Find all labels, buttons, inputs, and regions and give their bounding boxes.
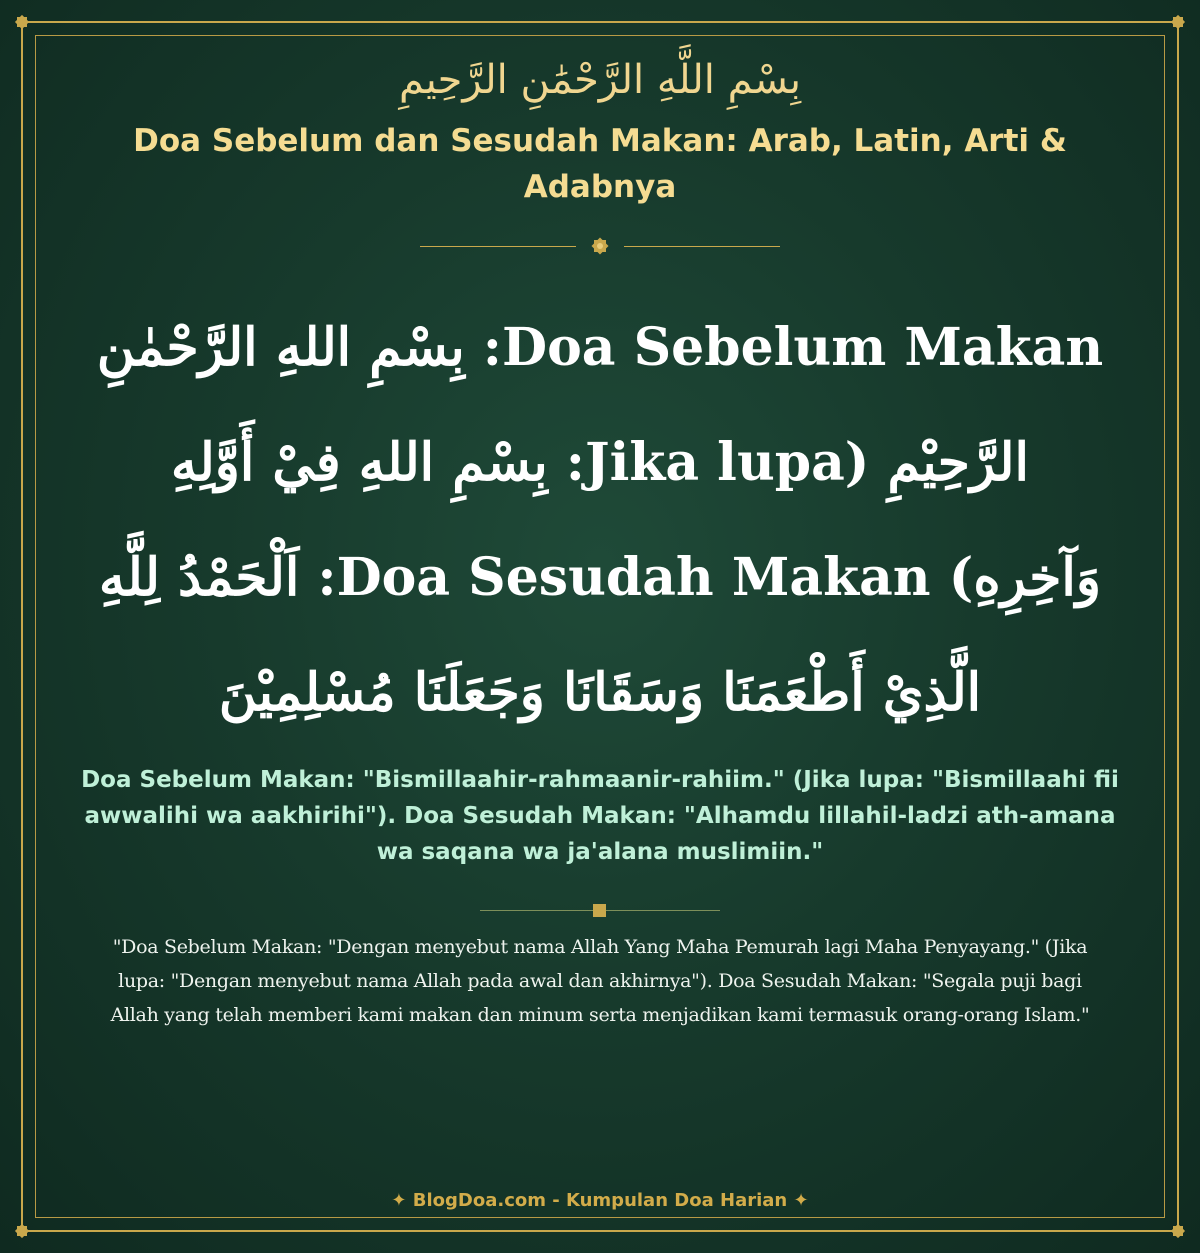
corner-ornament-icon: [14, 1223, 30, 1239]
corner-ornament-icon: [1170, 1223, 1186, 1239]
corner-ornament-icon: [1170, 14, 1186, 30]
corner-ornament-icon: [14, 14, 30, 30]
translation-text: "Doa Sebelum Makan: "Dengan menyebut nama Allah Yang Maha Pemurah lagi Maha Penyayang." (Jika lupa: "Dengan menyebut nama Allah pada awal dan akhirnya"). Doa Sesudah Makan: "Segala puji bagi Allah yang telah memberi kami makan dan minum serta menjadikan kami termasuk orang-orang Islam.": [110, 936, 1090, 1026]
small-diamond-icon: [593, 904, 606, 917]
basmala-heading: بِسْمِ اللَّهِ الرَّحْمَٰنِ الرَّحِيمِ: [398, 57, 802, 103]
page-title: Doa Sebelum dan Sesudah Makan: Arab, Latin, Arti & Adabnya: [133, 123, 1067, 205]
eight-point-star-icon: [590, 236, 610, 256]
latin-transliteration: Doa Sebelum Makan: "Bismillaahir-rahmaanir-rahiim." (Jika lupa: "Bismillaahi fii awwalihi wa aakhirihi"). Doa Sesudah Makan: "Alhamdu lillahil-ladzi ath-amana wa saqana wa ja'alana muslimiin.": [81, 767, 1119, 865]
arabic-prayer-text: Doa Sebelum Makan: بِسْمِ اللهِ الرَّحْمٰنِ الرَّحِيْمِ (Jika lupa: بِسْمِ اللهِ فِيْ أَوَّلِهِ وَآخِرِهِ) Doa Sesudah Makan: اَلْحَمْدُ لِلَّهِ الَّذِيْ أَطْعَمَنَا وَسَقَانَا وَجَعَلَنَا مُسْلِمِيْنَ: [96, 317, 1104, 723]
top-divider: [420, 236, 780, 256]
footer-credit: ✦ BlogDoa.com - Kumpulan Doa Harian ✦: [391, 1190, 809, 1211]
bottom-divider: [480, 902, 720, 918]
